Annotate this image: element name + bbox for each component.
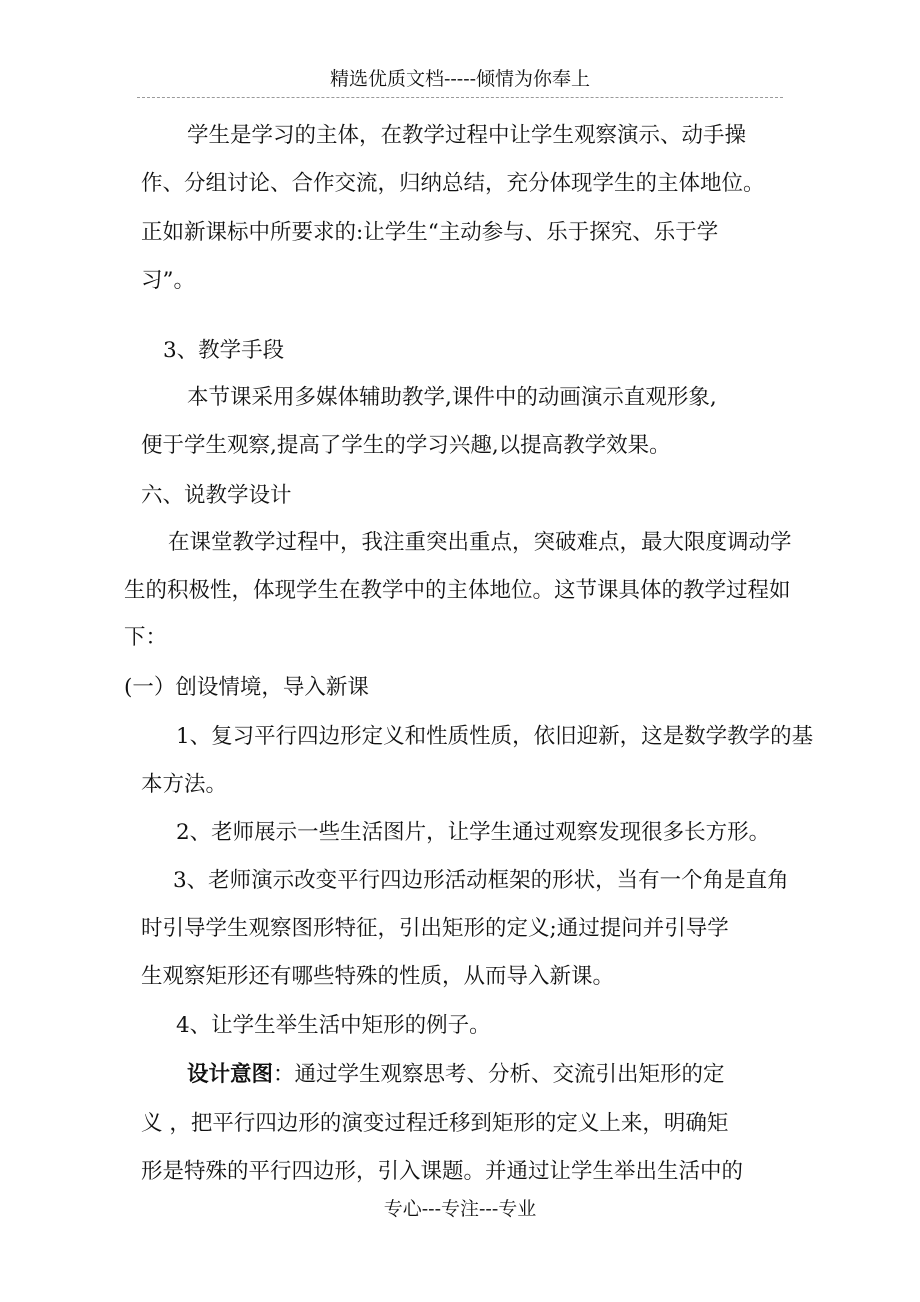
list-item: 生观察矩形还有哪些特殊的性质，从而导入新课。 (141, 964, 615, 989)
design-intent-label: 设计意图 (187, 1062, 274, 1087)
paragraph-line: 义 ，把平行四边形的演变过程迁移到矩形的定义上来，明确矩 (141, 1111, 729, 1136)
section-heading: 3、教学手段 (163, 338, 285, 363)
paragraph-line: 学生是学习的主体，在教学过程中让学生观察演示、动手操 (187, 123, 747, 148)
paragraph-line: 正如新课标中所要求的:让学生“主动参与、乐于探究、乐于学 (141, 220, 719, 245)
page-footer: 专心---专注---专业 (383, 1198, 537, 1220)
paragraph-line: 便于学生观察,提高了学生的学习兴趣,以提高教学效果。 (141, 433, 671, 458)
paragraph-line: 本节课采用多媒体辅助教学,课件中的动画演示直观形象, (187, 385, 717, 410)
list-item: 4、让学生举生活中矩形的例子。 (176, 1013, 491, 1038)
paragraph-line: 下： (124, 625, 168, 650)
list-item: 1、复习平行四边形定义和性质性质，依旧迎新，这是数学教学的基 (176, 724, 814, 749)
paragraph-line: 形是特殊的平行四边形，引入课题。并通过让学生举出生活中的 (141, 1159, 744, 1184)
section-heading: 六、说教学设计 (141, 483, 292, 508)
header-divider (137, 97, 783, 98)
subsection-heading: (一）创设情境，导入新课 (124, 675, 369, 700)
design-intent-line (187, 1060, 725, 1090)
list-item: 时引导学生观察图形特征，引出矩形的定义;通过提问并引导学 (141, 916, 729, 941)
list-item: 本方法。 (141, 772, 228, 797)
page-header: 精选优质文档-----倾情为你奉上 (329, 68, 591, 90)
list-item: 3、老师演示改变平行四边形活动框架的形状，当有一个角是直角 (173, 868, 789, 893)
list-item: 2、老师展示一些生活图片，让学生通过观察发现很多长方形。 (176, 820, 771, 845)
paragraph-line: 作、分组讨论、合作交流，归纳总结，充分体现学生的主体地位。 (141, 171, 765, 196)
paragraph-line: 生的积极性，体现学生在教学中的主体地位。这节课具体的教学过程如 (124, 578, 791, 603)
paragraph-line: 在课堂教学过程中，我注重突出重点，突破难点，最大限度调动学 (168, 530, 792, 555)
design-intent-text: ：通过学生观察思考、分析、交流引出矩形的定 (273, 1062, 725, 1087)
paragraph-line: 习”。 (141, 268, 195, 293)
